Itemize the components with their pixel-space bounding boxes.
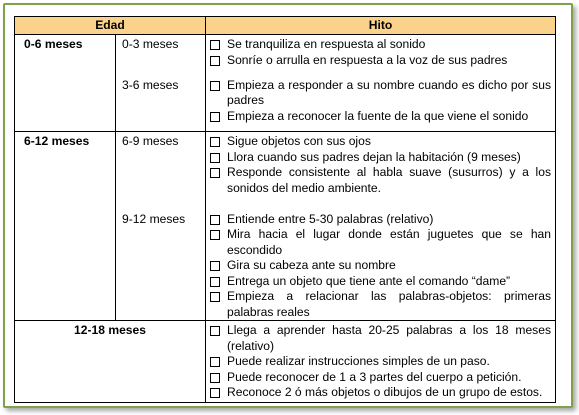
age-label: 0-6 meses [24, 37, 83, 51]
list-item: Gira su cabeza ante su nombre [210, 258, 555, 274]
list-item: Entrega un objeto que tiene ante el comando “dame” [210, 274, 555, 290]
checkbox-icon [210, 373, 220, 383]
age-label: 12-18 meses [74, 323, 146, 337]
checkbox-icon [210, 326, 220, 336]
milestones-cell [206, 132, 556, 212]
list-item: Puede realizar instrucciones simples de un paso. [210, 354, 555, 370]
list-item: Se tranquiliza en respuesta al sonido [210, 37, 555, 53]
age-label: 6-12 meses [24, 134, 90, 148]
list-item: Llora cuando sus padres dejan la habitación (9 meses) [210, 150, 555, 166]
milestones-cell [206, 212, 556, 321]
document-frame [3, 3, 573, 408]
range-label: 6-9 meses [122, 134, 179, 148]
range-cell [116, 35, 206, 75]
header-age: Edad [15, 17, 206, 35]
checkbox-icon [210, 137, 220, 147]
checkbox-icon [210, 81, 220, 91]
list-item: Empieza a responder a su nombre cuando es dicho por sus padres [210, 78, 555, 109]
checkbox-icon [210, 388, 220, 398]
list-item: Sonríe o arrulla en respuesta a la voz de sus padres [210, 53, 555, 69]
list-item: Reconoce 2 ó más objetos o dibujos de un grupo de estos. [210, 385, 555, 401]
checkbox-icon [210, 230, 220, 240]
list-item: Sigue objetos con sus ojos [210, 134, 555, 150]
checkbox-icon [210, 215, 220, 225]
checkbox-icon [210, 292, 220, 302]
checkbox-icon [210, 153, 220, 163]
range-cell [116, 132, 206, 212]
checkbox-icon [210, 277, 220, 287]
age-cell [15, 132, 116, 321]
table-row [15, 321, 556, 403]
header-row [15, 17, 556, 35]
age-cell [15, 35, 116, 132]
table-row [15, 132, 556, 212]
range-cell [116, 75, 206, 132]
header-milestone: Hito [206, 17, 556, 35]
list-item: Empieza a reconocer la fuente de la que viene el sonido [210, 109, 555, 125]
milestones-table [14, 16, 556, 403]
checkbox-icon [210, 40, 220, 50]
range-label: 0-3 meses [122, 37, 179, 51]
checkbox-icon [210, 168, 220, 178]
checkbox-icon [210, 261, 220, 271]
milestones-cell [206, 35, 556, 75]
list-item: Empieza a relacionar las palabras-objetos: primeras palabras reales [210, 289, 555, 320]
age-cell [15, 321, 206, 403]
milestones-cell [206, 321, 556, 403]
range-label: 3-6 meses [122, 77, 179, 92]
list-item: Llega a aprender hasta 20-25 palabras a los 18 meses (relativo) [210, 323, 555, 354]
range-label: 9-12 meses [122, 211, 186, 226]
list-item: Responde consistente al habla suave (susurros) y a los sonidos del medio ambiente. [210, 165, 555, 196]
range-cell [116, 212, 206, 321]
table-row [15, 35, 556, 75]
list-item: Mira hacia el lugar donde están juguetes que se han escondido [210, 227, 555, 258]
list-item: Puede reconocer de 1 a 3 partes del cuerpo a petición. [210, 370, 555, 386]
checkbox-icon [210, 56, 220, 66]
list-item: Entiende entre 5-30 palabras (relativo) [210, 212, 555, 228]
milestones-cell [206, 75, 556, 132]
checkbox-icon [210, 112, 220, 122]
checkbox-icon [210, 357, 220, 367]
